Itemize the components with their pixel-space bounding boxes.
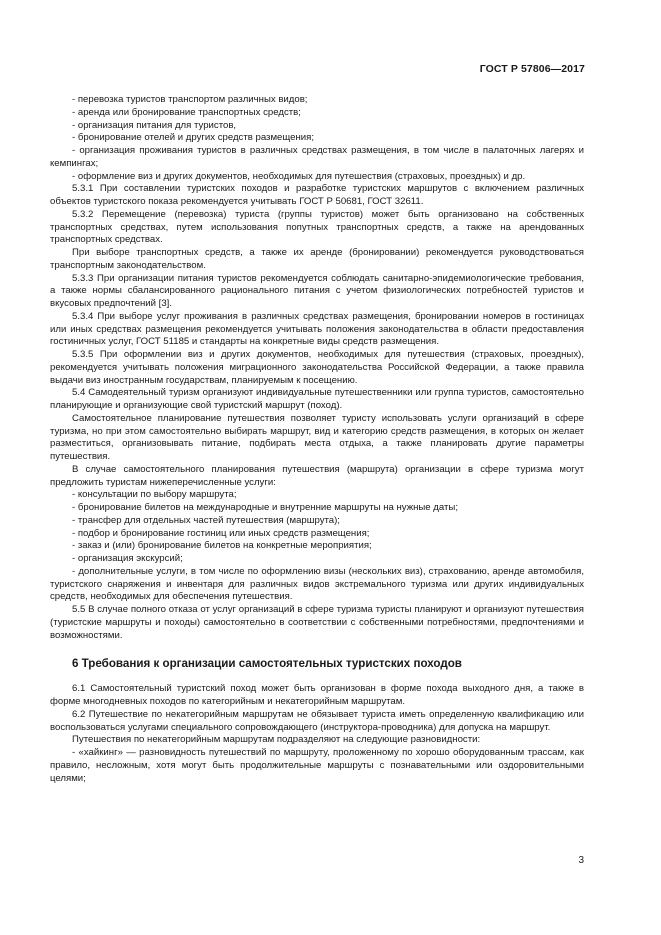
paragraph: - консультации по выбору маршрута;: [72, 489, 237, 501]
paragraph: 5.3.2 Перемещение (перевозка) туриста (группы туристов) может быть организовано на собственных транспортных средствах, путем использования попутных транспортных средств, а также на арендованных транспортных средствах.: [50, 208, 584, 246]
paragraph: 6.2 Путешествие по некатегорийным маршрутам не обязывает туриста иметь определенную квалификацию или воспользоваться услугами специального сопровождающего (инструктора-проводника) для допуска на маршрут.: [50, 708, 584, 733]
paragraph: Самостоятельное планирование путешествия позволяет туристу использовать услуги организаций в сфере туризма, но при этом самостоятельно выбирать маршрут, вид и категорию средств размещения, в которых он желает разместиться, организовывать питание, подбирать места отдыха, а также планировать другие параметры путешествия.: [50, 412, 584, 462]
paragraph: 5.4 Самодеятельный туризм организуют индивидуальные путешественники или группа туристов, самостоятельно планирующие и организующие свой туристский маршрут (поход).: [50, 387, 584, 411]
paragraph: - дополнительные услуги, в том числе по оформлению визы (нескольких виз), страхованию, аренде автомобиля, туристского снаряжения и инвентаря для различных видов экстремального туризма или других индивидуальных средств, необходимых для обеспечения путешествия.: [50, 565, 584, 603]
paragraph: В случае самостоятельного планирования путешествия (маршрута) организации в сфере туризма могут предложить туристам нижеперечисленные услуги:: [50, 463, 584, 488]
page-number: 3: [578, 855, 584, 866]
paragraph: - организация экскурсий;: [72, 553, 183, 564]
paragraph: 5.3.5 При оформлении виз и других документов, необходимых для путешествия (страховых, проездных), рекомендуется учитывать положения миграционного законодательства Российской Федерации, а также правила выдачи виз иностранным государствам, планируемым к посещению.: [50, 349, 584, 386]
paragraph: - оформление виз и других документов, необходимых для путешествия (страховых, проездных) и др.: [72, 170, 526, 182]
paragraph: При выборе транспортных средств, а также их аренде (бронировании) рекомендуется руководствоваться транспортным законодательством.: [50, 247, 584, 271]
document-header: ГОСТ Р 57806—2017: [479, 63, 585, 75]
paragraph: - аренда или бронирование транспортных средств;: [72, 106, 301, 118]
paragraph: 5.3.3 При организации питания туристов рекомендуется соблюдать санитарно-эпидемиологические требования, а также нормы сбалансированного рационального питания с учетом физиологических потребностей туристов и вкусовых предпочтений [3].: [50, 272, 584, 309]
paragraph: - организация проживания туристов в различных средствах размещения, в том числе в палаточных лагерях и кемпингах;: [50, 145, 584, 169]
paragraph: 6.1 Самостоятельный туристский поход может быть организован в форме похода выходного дня, а также в форме многодневных походов по категорийным и некатегорийным маршрутам.: [50, 683, 584, 707]
document-body: [50, 94, 584, 785]
paragraph: 5.3.4 При выборе услуг проживания в различных средствах размещения, бронировании номеров в гостиницах или иных средствах размещения рекомендуется учитывать положения законодательства в области предоставления гостиничных услуг, ГОСТ 51185 и стандарты на конкретные виды средств размещения.: [50, 310, 584, 348]
paragraph: Путешествия по некатегорийным маршрутам подразделяют на следующие разновидности:: [72, 734, 481, 746]
paragraph: 5.3.1 При составлении туристских походов и разработке туристских маршрутов с включением различных объектов туристского показа рекомендуется учитывать ГОСТ Р 50681, ГОСТ 32611.: [50, 183, 584, 207]
paragraph: - подбор и бронирование гостиниц или иных средств размещения;: [72, 527, 370, 539]
paragraph: - перевозка туристов транспортом различных видов;: [72, 94, 308, 105]
paragraph: - «хайкинг» — разновидность путешествий по маршруту, проложенному по хорошо оборудованным трассам, как правило, несложным, хотя могут быть продолжительные маршруты с познавательными или оздоровительными целями;: [50, 747, 584, 784]
paragraph: - организация питания для туристов,: [72, 119, 237, 131]
paragraph: - заказ и (или) бронирование билетов на конкретные мероприятия;: [72, 540, 372, 552]
section-heading: 6 Требования к организации самостоятельных туристских походов: [72, 657, 462, 671]
paragraph: - бронирование билетов на международные и внутренние маршруты на нужные даты;: [72, 502, 458, 513]
paragraph: - трансфер для отдельных частей путешествия (маршрута);: [72, 514, 340, 526]
paragraph: 5.5 В случае полного отказа от услуг организаций в сфере туризма туристы планируют и организуют путешествия (туристские маршруты и походы) самостоятельно в соответствии с собственными потребностями, предпочтениями и возможностями.: [50, 604, 584, 641]
paragraph: - бронирование отелей и других средств размещения;: [72, 132, 315, 144]
